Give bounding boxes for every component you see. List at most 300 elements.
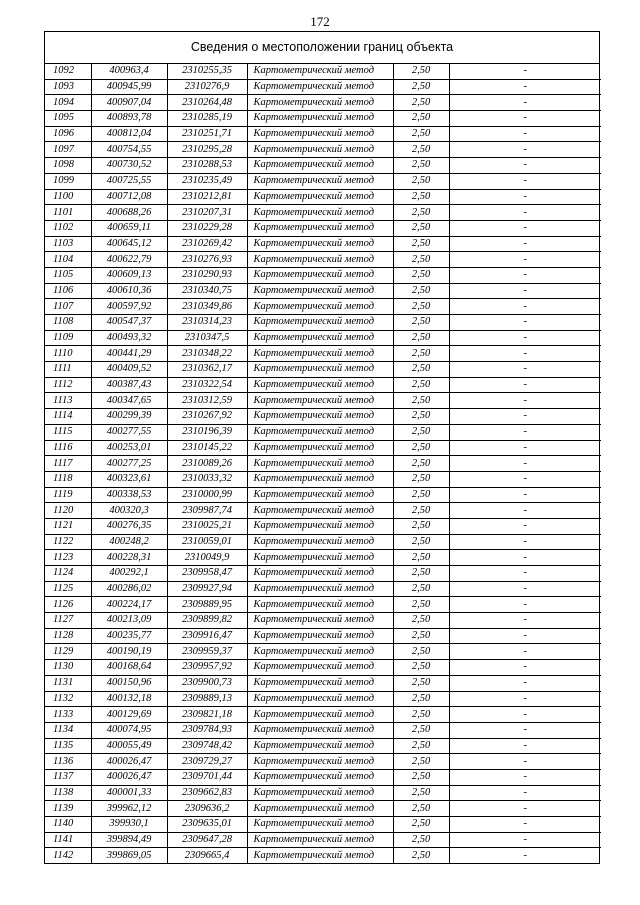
accuracy-cell: 2,50 [393,267,449,283]
y-coordinate-cell: 2310269,42 [167,236,247,252]
method-cell: Картометрический метод [247,785,393,801]
x-coordinate-cell: 399869,05 [91,848,167,863]
y-coordinate-cell: 2310295,28 [167,142,247,158]
y-coordinate-cell: 2309957,92 [167,660,247,676]
point-number-cell: 1128 [45,628,91,644]
accuracy-cell: 2,50 [393,832,449,848]
x-coordinate-cell: 399894,49 [91,832,167,848]
accuracy-cell: 2,50 [393,252,449,268]
description-cell: - [449,111,601,127]
method-cell: Картометрический метод [247,220,393,236]
x-coordinate-cell: 400276,35 [91,518,167,534]
x-coordinate-cell: 399930,1 [91,817,167,833]
y-coordinate-cell: 2310288,53 [167,158,247,174]
accuracy-cell: 2,50 [393,534,449,550]
method-cell: Картометрический метод [247,111,393,127]
y-coordinate-cell: 2309647,28 [167,832,247,848]
method-cell: Картометрический метод [247,691,393,707]
point-number-cell: 1133 [45,707,91,723]
table-row [45,628,601,644]
description-cell: - [449,95,601,111]
accuracy-cell: 2,50 [393,158,449,174]
accuracy-cell: 2,50 [393,393,449,409]
x-coordinate-cell: 400907,04 [91,95,167,111]
boundary-table-sheet [44,31,600,864]
y-coordinate-cell: 2310264,48 [167,95,247,111]
accuracy-cell: 2,50 [393,283,449,299]
y-coordinate-cell: 2309889,13 [167,691,247,707]
point-number-cell: 1102 [45,220,91,236]
accuracy-cell: 2,50 [393,644,449,660]
point-number-cell: 1138 [45,785,91,801]
method-cell: Картометрический метод [247,299,393,315]
method-cell: Картометрический метод [247,613,393,629]
method-cell: Картометрический метод [247,173,393,189]
method-cell: Картометрический метод [247,644,393,660]
table-body [45,64,601,863]
x-coordinate-cell: 400645,12 [91,236,167,252]
table-row [45,754,601,770]
accuracy-cell: 2,50 [393,769,449,785]
y-coordinate-cell: 2310251,71 [167,126,247,142]
point-number-cell: 1142 [45,848,91,863]
point-number-cell: 1094 [45,95,91,111]
table-row [45,738,601,754]
y-coordinate-cell: 2310285,19 [167,111,247,127]
description-cell: - [449,471,601,487]
description-cell: - [449,424,601,440]
point-number-cell: 1100 [45,189,91,205]
point-number-cell: 1099 [45,173,91,189]
accuracy-cell: 2,50 [393,566,449,582]
table-row [45,660,601,676]
x-coordinate-cell: 400547,37 [91,315,167,331]
accuracy-cell: 2,50 [393,142,449,158]
description-cell: - [449,518,601,534]
description-cell: - [449,707,601,723]
accuracy-cell: 2,50 [393,299,449,315]
y-coordinate-cell: 2309916,47 [167,628,247,644]
table-row [45,393,601,409]
point-number-cell: 1137 [45,769,91,785]
table-row [45,722,601,738]
method-cell: Картометрический метод [247,518,393,534]
y-coordinate-cell: 2310276,93 [167,252,247,268]
table-row [45,597,601,613]
y-coordinate-cell: 2309959,37 [167,644,247,660]
accuracy-cell: 2,50 [393,189,449,205]
accuracy-cell: 2,50 [393,95,449,111]
y-coordinate-cell: 2310348,22 [167,346,247,362]
y-coordinate-cell: 2310025,21 [167,518,247,534]
y-coordinate-cell: 2309636,2 [167,801,247,817]
table-row [45,205,601,221]
description-cell: - [449,456,601,472]
accuracy-cell: 2,50 [393,315,449,331]
description-cell: - [449,534,601,550]
x-coordinate-cell: 400055,49 [91,738,167,754]
description-cell: - [449,158,601,174]
y-coordinate-cell: 2310000,99 [167,487,247,503]
point-number-cell: 1111 [45,362,91,378]
description-cell: - [449,205,601,221]
description-cell: - [449,832,601,848]
x-coordinate-cell: 400409,52 [91,362,167,378]
x-coordinate-cell: 400609,13 [91,267,167,283]
table-row [45,644,601,660]
accuracy-cell: 2,50 [393,205,449,221]
method-cell: Картометрический метод [247,660,393,676]
table-row [45,409,601,425]
y-coordinate-cell: 2310207,31 [167,205,247,221]
x-coordinate-cell: 400248,2 [91,534,167,550]
x-coordinate-cell: 400001,33 [91,785,167,801]
accuracy-cell: 2,50 [393,173,449,189]
y-coordinate-cell: 2309821,18 [167,707,247,723]
x-coordinate-cell: 400026,47 [91,769,167,785]
description-cell: - [449,628,601,644]
table-row [45,691,601,707]
description-cell: - [449,252,601,268]
method-cell: Картометрический метод [247,832,393,848]
method-cell: Картометрический метод [247,817,393,833]
x-coordinate-cell: 400228,31 [91,550,167,566]
accuracy-cell: 2,50 [393,628,449,644]
description-cell: - [449,236,601,252]
description-cell: - [449,79,601,95]
accuracy-cell: 2,50 [393,785,449,801]
table-row [45,675,601,691]
method-cell: Картометрический метод [247,628,393,644]
table-row [45,848,601,863]
description-cell: - [449,644,601,660]
method-cell: Картометрический метод [247,487,393,503]
y-coordinate-cell: 2309927,94 [167,581,247,597]
method-cell: Картометрический метод [247,769,393,785]
description-cell: - [449,283,601,299]
description-cell: - [449,660,601,676]
accuracy-cell: 2,50 [393,848,449,863]
point-number-cell: 1136 [45,754,91,770]
accuracy-cell: 2,50 [393,613,449,629]
point-number-cell: 1108 [45,315,91,331]
point-number-cell: 1098 [45,158,91,174]
y-coordinate-cell: 2310347,5 [167,330,247,346]
y-coordinate-cell: 2309784,93 [167,722,247,738]
x-coordinate-cell: 400347,65 [91,393,167,409]
table-row [45,346,601,362]
table-caption: Сведения о местоположении границ объекта [45,32,599,64]
method-cell: Картометрический метод [247,205,393,221]
point-number-cell: 1123 [45,550,91,566]
y-coordinate-cell: 2310033,32 [167,471,247,487]
point-number-cell: 1122 [45,534,91,550]
table-row [45,111,601,127]
point-number-cell: 1119 [45,487,91,503]
x-coordinate-cell: 399962,12 [91,801,167,817]
y-coordinate-cell: 2310312,59 [167,393,247,409]
description-cell: - [449,503,601,519]
accuracy-cell: 2,50 [393,471,449,487]
method-cell: Картометрический метод [247,158,393,174]
accuracy-cell: 2,50 [393,456,449,472]
method-cell: Картометрический метод [247,95,393,111]
description-cell: - [449,754,601,770]
y-coordinate-cell: 2309662,83 [167,785,247,801]
x-coordinate-cell: 400610,36 [91,283,167,299]
method-cell: Картометрический метод [247,440,393,456]
y-coordinate-cell: 2310145,22 [167,440,247,456]
y-coordinate-cell: 2310290,93 [167,267,247,283]
y-coordinate-cell: 2310314,23 [167,315,247,331]
accuracy-cell: 2,50 [393,440,449,456]
method-cell: Картометрический метод [247,503,393,519]
accuracy-cell: 2,50 [393,220,449,236]
description-cell: - [449,362,601,378]
accuracy-cell: 2,50 [393,691,449,707]
table-row [45,173,601,189]
method-cell: Картометрический метод [247,283,393,299]
method-cell: Картометрический метод [247,722,393,738]
table-row [45,126,601,142]
table-row [45,471,601,487]
point-number-cell: 1120 [45,503,91,519]
x-coordinate-cell: 400754,55 [91,142,167,158]
accuracy-cell: 2,50 [393,111,449,127]
point-number-cell: 1092 [45,64,91,79]
y-coordinate-cell: 2309900,73 [167,675,247,691]
description-cell: - [449,126,601,142]
x-coordinate-cell: 400320,3 [91,503,167,519]
table-row [45,79,601,95]
x-coordinate-cell: 400441,29 [91,346,167,362]
x-coordinate-cell: 400659,11 [91,220,167,236]
x-coordinate-cell: 400730,52 [91,158,167,174]
x-coordinate-cell: 400074,95 [91,722,167,738]
method-cell: Картометрический метод [247,581,393,597]
point-number-cell: 1117 [45,456,91,472]
method-cell: Картометрический метод [247,346,393,362]
x-coordinate-cell: 400277,55 [91,424,167,440]
point-number-cell: 1127 [45,613,91,629]
description-cell: - [449,801,601,817]
description-cell: - [449,487,601,503]
accuracy-cell: 2,50 [393,722,449,738]
table-row [45,236,601,252]
description-cell: - [449,330,601,346]
description-cell: - [449,597,601,613]
table-row [45,189,601,205]
description-cell: - [449,299,601,315]
description-cell: - [449,675,601,691]
y-coordinate-cell: 2310229,28 [167,220,247,236]
point-number-cell: 1129 [45,644,91,660]
method-cell: Картометрический метод [247,566,393,582]
description-cell: - [449,691,601,707]
y-coordinate-cell: 2310322,54 [167,377,247,393]
description-cell: - [449,440,601,456]
method-cell: Картометрический метод [247,330,393,346]
method-cell: Картометрический метод [247,738,393,754]
method-cell: Картометрический метод [247,707,393,723]
table-row [45,817,601,833]
method-cell: Картометрический метод [247,142,393,158]
y-coordinate-cell: 2309748,42 [167,738,247,754]
table-row [45,362,601,378]
y-coordinate-cell: 2310196,39 [167,424,247,440]
description-cell: - [449,848,601,863]
point-number-cell: 1109 [45,330,91,346]
x-coordinate-cell: 400387,43 [91,377,167,393]
table-row [45,613,601,629]
y-coordinate-cell: 2310235,49 [167,173,247,189]
accuracy-cell: 2,50 [393,503,449,519]
description-cell: - [449,315,601,331]
x-coordinate-cell: 400493,32 [91,330,167,346]
accuracy-cell: 2,50 [393,330,449,346]
method-cell: Картометрический метод [247,675,393,691]
description-cell: - [449,738,601,754]
x-coordinate-cell: 400963,4 [91,64,167,79]
accuracy-cell: 2,50 [393,550,449,566]
y-coordinate-cell: 2310255,35 [167,64,247,79]
point-number-cell: 1130 [45,660,91,676]
description-cell: - [449,409,601,425]
x-coordinate-cell: 400945,99 [91,79,167,95]
y-coordinate-cell: 2310267,92 [167,409,247,425]
x-coordinate-cell: 400292,1 [91,566,167,582]
y-coordinate-cell: 2309729,27 [167,754,247,770]
x-coordinate-cell: 400129,69 [91,707,167,723]
point-number-cell: 1104 [45,252,91,268]
accuracy-cell: 2,50 [393,487,449,503]
accuracy-cell: 2,50 [393,754,449,770]
y-coordinate-cell: 2309889,95 [167,597,247,613]
point-number-cell: 1103 [45,236,91,252]
x-coordinate-cell: 400026,47 [91,754,167,770]
table-row [45,330,601,346]
x-coordinate-cell: 400235,77 [91,628,167,644]
method-cell: Картометрический метод [247,424,393,440]
table-row [45,158,601,174]
method-cell: Картометрический метод [247,801,393,817]
accuracy-cell: 2,50 [393,817,449,833]
x-coordinate-cell: 400597,92 [91,299,167,315]
point-number-cell: 1125 [45,581,91,597]
x-coordinate-cell: 400725,55 [91,173,167,189]
y-coordinate-cell: 2309958,47 [167,566,247,582]
y-coordinate-cell: 2310276,9 [167,79,247,95]
point-number-cell: 1116 [45,440,91,456]
x-coordinate-cell: 400622,79 [91,252,167,268]
table-row [45,581,601,597]
method-cell: Картометрический метод [247,848,393,863]
table-row [45,315,601,331]
y-coordinate-cell: 2309665,4 [167,848,247,863]
point-number-cell: 1121 [45,518,91,534]
accuracy-cell: 2,50 [393,738,449,754]
x-coordinate-cell: 400150,96 [91,675,167,691]
accuracy-cell: 2,50 [393,707,449,723]
table-row [45,785,601,801]
point-number-cell: 1093 [45,79,91,95]
description-cell: - [449,785,601,801]
point-number-cell: 1132 [45,691,91,707]
description-cell: - [449,393,601,409]
method-cell: Картометрический метод [247,456,393,472]
method-cell: Картометрический метод [247,362,393,378]
accuracy-cell: 2,50 [393,660,449,676]
page-number: 172 [310,14,330,29]
point-number-cell: 1124 [45,566,91,582]
table-row [45,142,601,158]
accuracy-cell: 2,50 [393,64,449,79]
table-row [45,769,601,785]
point-number-cell: 1101 [45,205,91,221]
table-row [45,832,601,848]
x-coordinate-cell: 400688,26 [91,205,167,221]
table-row [45,220,601,236]
point-number-cell: 1134 [45,722,91,738]
table-row [45,424,601,440]
description-cell: - [449,64,601,79]
x-coordinate-cell: 400190,19 [91,644,167,660]
accuracy-cell: 2,50 [393,362,449,378]
method-cell: Картометрический метод [247,79,393,95]
y-coordinate-cell: 2310362,17 [167,362,247,378]
description-cell: - [449,581,601,597]
description-cell: - [449,173,601,189]
x-coordinate-cell: 400132,18 [91,691,167,707]
table-row [45,456,601,472]
method-cell: Картометрический метод [247,236,393,252]
method-cell: Картометрический метод [247,393,393,409]
point-number-cell: 1135 [45,738,91,754]
table-row [45,377,601,393]
table-row [45,550,601,566]
point-number-cell: 1114 [45,409,91,425]
x-coordinate-cell: 400286,02 [91,581,167,597]
method-cell: Картометрический метод [247,252,393,268]
description-cell: - [449,817,601,833]
table-row [45,487,601,503]
point-number-cell: 1118 [45,471,91,487]
description-cell: - [449,769,601,785]
point-number-cell: 1115 [45,424,91,440]
accuracy-cell: 2,50 [393,79,449,95]
y-coordinate-cell: 2309987,74 [167,503,247,519]
y-coordinate-cell: 2309899,82 [167,613,247,629]
point-number-cell: 1113 [45,393,91,409]
description-cell: - [449,220,601,236]
method-cell: Картометрический метод [247,534,393,550]
x-coordinate-cell: 400893,78 [91,111,167,127]
point-number-cell: 1107 [45,299,91,315]
table-row [45,267,601,283]
description-cell: - [449,613,601,629]
point-number-cell: 1096 [45,126,91,142]
description-cell: - [449,550,601,566]
table-row [45,534,601,550]
accuracy-cell: 2,50 [393,597,449,613]
point-number-cell: 1106 [45,283,91,299]
method-cell: Картометрический метод [247,597,393,613]
description-cell: - [449,566,601,582]
method-cell: Картометрический метод [247,471,393,487]
x-coordinate-cell: 400213,09 [91,613,167,629]
accuracy-cell: 2,50 [393,518,449,534]
description-cell: - [449,346,601,362]
